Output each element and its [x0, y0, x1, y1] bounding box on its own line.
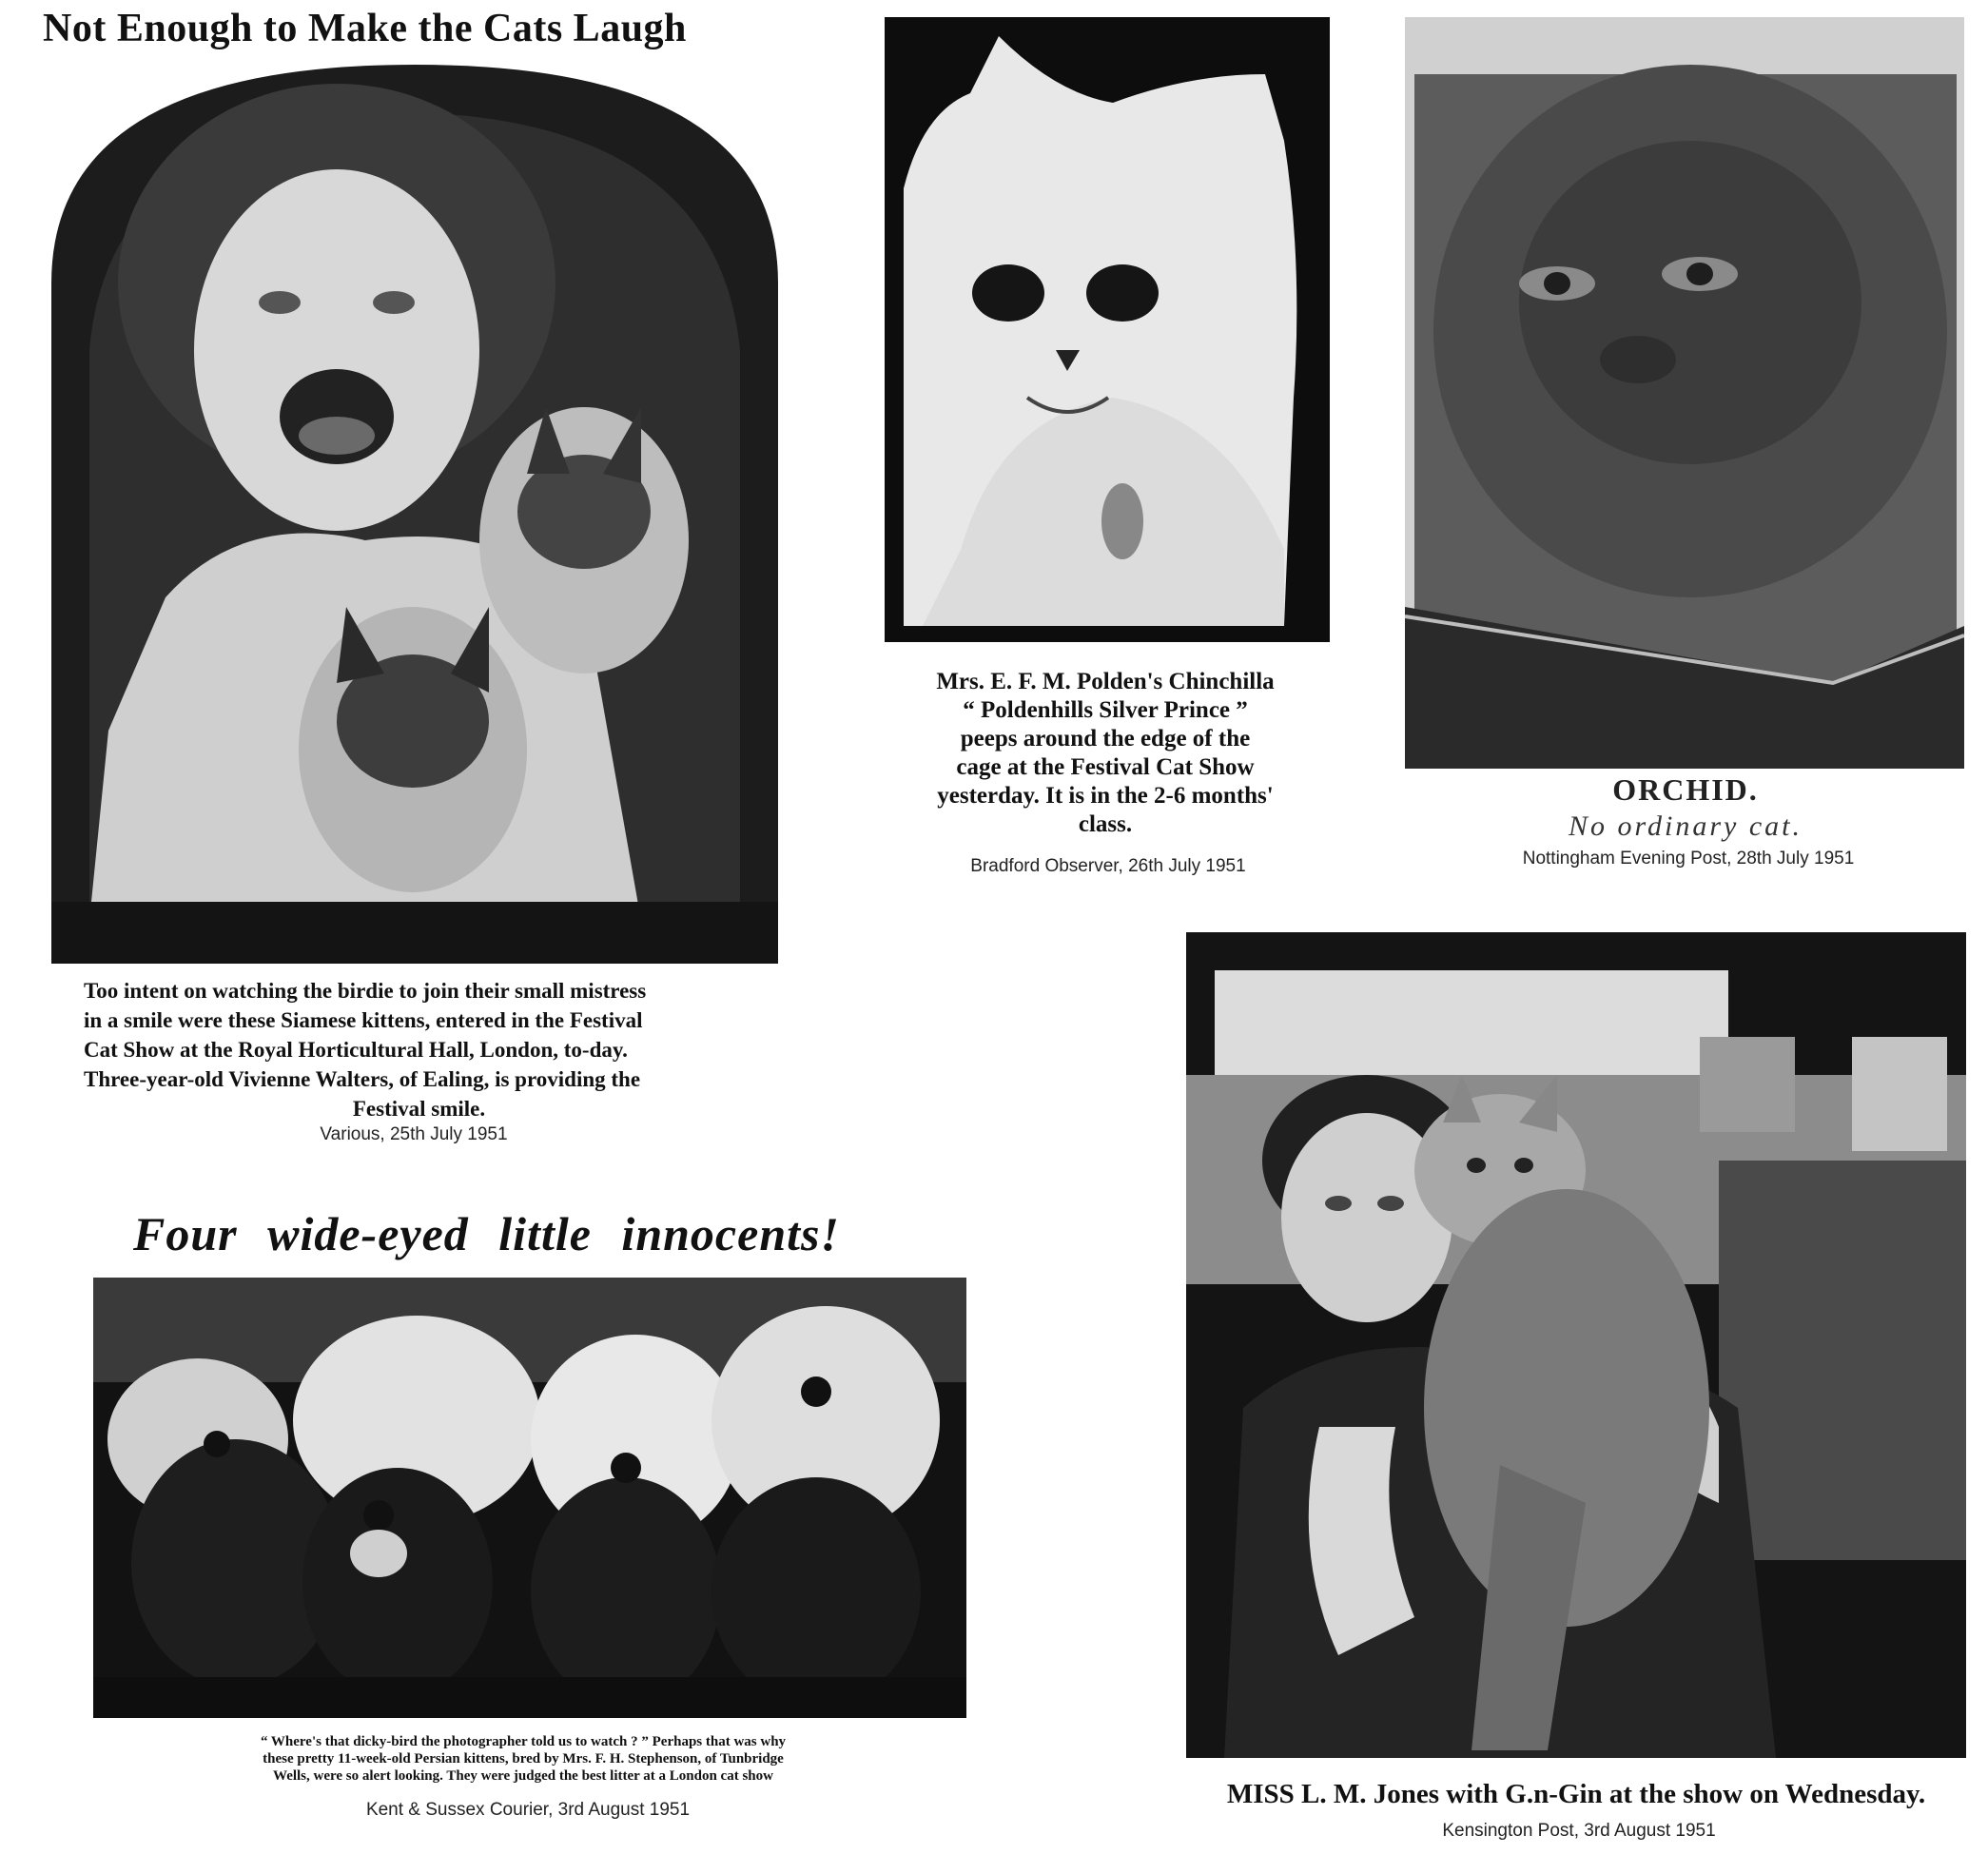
- clip2-caption-line: yesterday. It is in the 2-6 months': [937, 783, 1274, 809]
- clip1-caption-line: Festival smile.: [352, 1097, 486, 1121]
- clip2-source: Bradford Observer, 26th July 1951: [970, 856, 1246, 876]
- clip2-caption-line: peeps around the edge of the: [960, 726, 1251, 752]
- clip2-photo-chinchilla-kitten: [885, 17, 1330, 642]
- clip3-source: Nottingham Evening Post, 28th July 1951: [1522, 849, 1855, 869]
- clip5-caption: MISS L. M. Jones with G.n-Gin at the show on Wednesday.: [1226, 1779, 1926, 1809]
- clip3-cat-name: ORCHID.: [1612, 772, 1759, 807]
- clip4-caption-line: “ Where's that dicky-bird the photographer told us to watch ? ” Perhaps that was why: [260, 1734, 787, 1749]
- clip1-source: Various, 25th July 1951: [320, 1124, 508, 1144]
- clip4-caption: [105, 1733, 942, 1785]
- clip4-caption-line: these pretty 11-week-old Persian kittens, bred by Mrs. F. H. Stephenson, of Tunbridge: [263, 1751, 784, 1767]
- clip1-headline: Not Enough to Make the Cats Laugh: [43, 7, 687, 50]
- clip2-caption-line: “ Poldenhills Silver Prince ”: [963, 697, 1248, 723]
- clip3-photo-orchid-persian-cat: [1405, 17, 1964, 769]
- clip4-headline: Four wide-eyed little innocents!: [133, 1207, 840, 1260]
- clip2-caption-line: cage at the Festival Cat Show: [956, 754, 1255, 780]
- clip1-caption-line: in a smile were these Siamese kittens, entered in the Festival: [84, 1008, 643, 1032]
- clip1-caption-line: Three-year-old Vivienne Walters, of Ealing, is providing the: [84, 1067, 641, 1091]
- clip1-caption-line: Cat Show at the Royal Horticultural Hall, London, to-day.: [84, 1038, 628, 1062]
- clip4-photo-four-persian-kittens: [93, 1278, 966, 1718]
- clip4-source: Kent & Sussex Courier, 3rd August 1951: [365, 1800, 691, 1820]
- clip4-caption-line: Wells, were so alert looking. They were judged the best litter at a London cat show: [273, 1768, 773, 1784]
- clip2-caption-line: Mrs. E. F. M. Polden's Chinchilla: [936, 669, 1275, 694]
- clip1-caption: [84, 976, 754, 1123]
- clip3-subtitle: No ordinary cat.: [1568, 810, 1803, 842]
- clip1-caption-line: Too intent on watching the birdie to join their small mistress: [84, 979, 647, 1003]
- clip2-caption-line: class.: [1078, 811, 1133, 837]
- clip1-photo-girl-with-siamese-kittens: [51, 65, 778, 964]
- clip2-caption: [873, 668, 1337, 839]
- clip5-photo-woman-holding-tabby-cat: [1186, 932, 1966, 1758]
- clip5-source: Kensington Post, 3rd August 1951: [1442, 1821, 1716, 1841]
